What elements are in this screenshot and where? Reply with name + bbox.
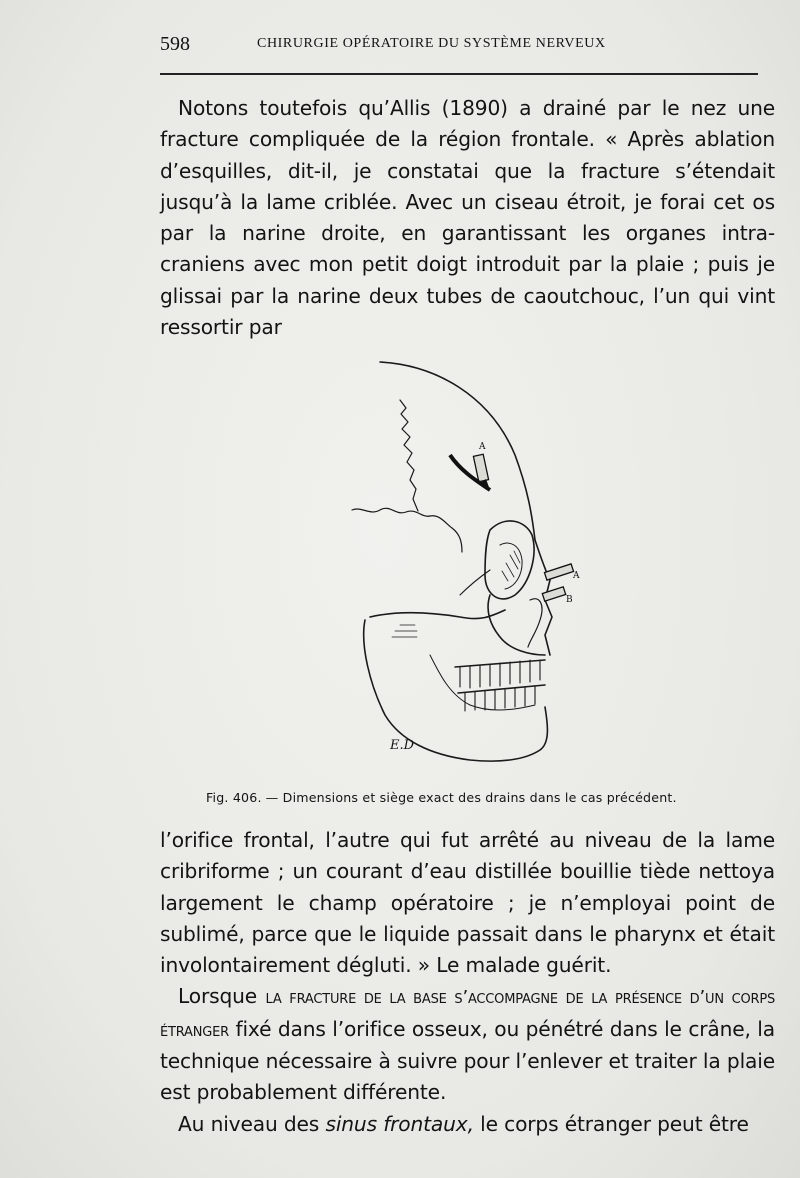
skull-illustration — [340, 355, 610, 775]
running-title: CHIRURGIE OPÉRATOIRE DU SYSTÈME NERVEUX — [257, 36, 606, 51]
paragraph: Notons toutefois qu’Allis (1890) a drainé par le nez une fracture compliquée de la région frontale. « Après ablation d’esquilles, dit-il, je constatai que la fracture s’étendait jusqu’à la lame criblée. Avec un ciseau étroit, je forai cet os par la narine droite, en garantissant les organes intra-craniens avec mon petit doigt introduit par la plaie ; puis je glissai par la narine deux tubes de caoutchouc, l’un qui vint ressortir par — [160, 96, 775, 340]
text-block-top — [160, 93, 775, 343]
paragraph: l’orifice frontal, l’autre qui fut arrêté au niveau de la lame cribriforme ; un courant d’eau distillée bouillie tiède nettoya largement le champ opératoire ; je n’employai point de sublimé, parce que le liquide passait dans le pharynx et était involontairement dégluti. » Le malade guérit. — [160, 828, 775, 978]
paragraph-rest: le corps étranger peut être — [473, 1111, 749, 1136]
paragraph — [160, 1109, 775, 1140]
italic-term: sinus frontaux, — [325, 1111, 474, 1136]
artist-signature: E.D — [390, 738, 415, 753]
page-number: 598 — [160, 33, 190, 55]
paragraph — [160, 981, 775, 1108]
paragraph-lead: Au niveau des — [178, 1111, 326, 1136]
label-a-right: A — [573, 571, 580, 581]
small-caps-text: la fracture de la base s’accompagne de la présence d’un corps étranger — [160, 987, 776, 1041]
paragraph-lead: Lorsque — [178, 984, 266, 1009]
header-rule — [160, 73, 758, 75]
label-b-right: B — [566, 595, 573, 605]
paragraph-rest: fixé dans l’orifice osseux, ou pénétré dans le crâne, la technique nécessaire à suivre pour l’enlever et traiter la plaie est probablement différente. — [160, 1016, 775, 1105]
figure-caption — [206, 790, 766, 805]
figure-label: Fig. 406. — [206, 790, 262, 805]
label-a-top: A — [479, 442, 486, 452]
text-block-bottom — [160, 825, 775, 1140]
skull-figure — [340, 355, 610, 775]
page-header — [160, 30, 758, 60]
figure-caption-text: — Dimensions et siège exact des drains dans le cas précédent. — [265, 790, 677, 805]
